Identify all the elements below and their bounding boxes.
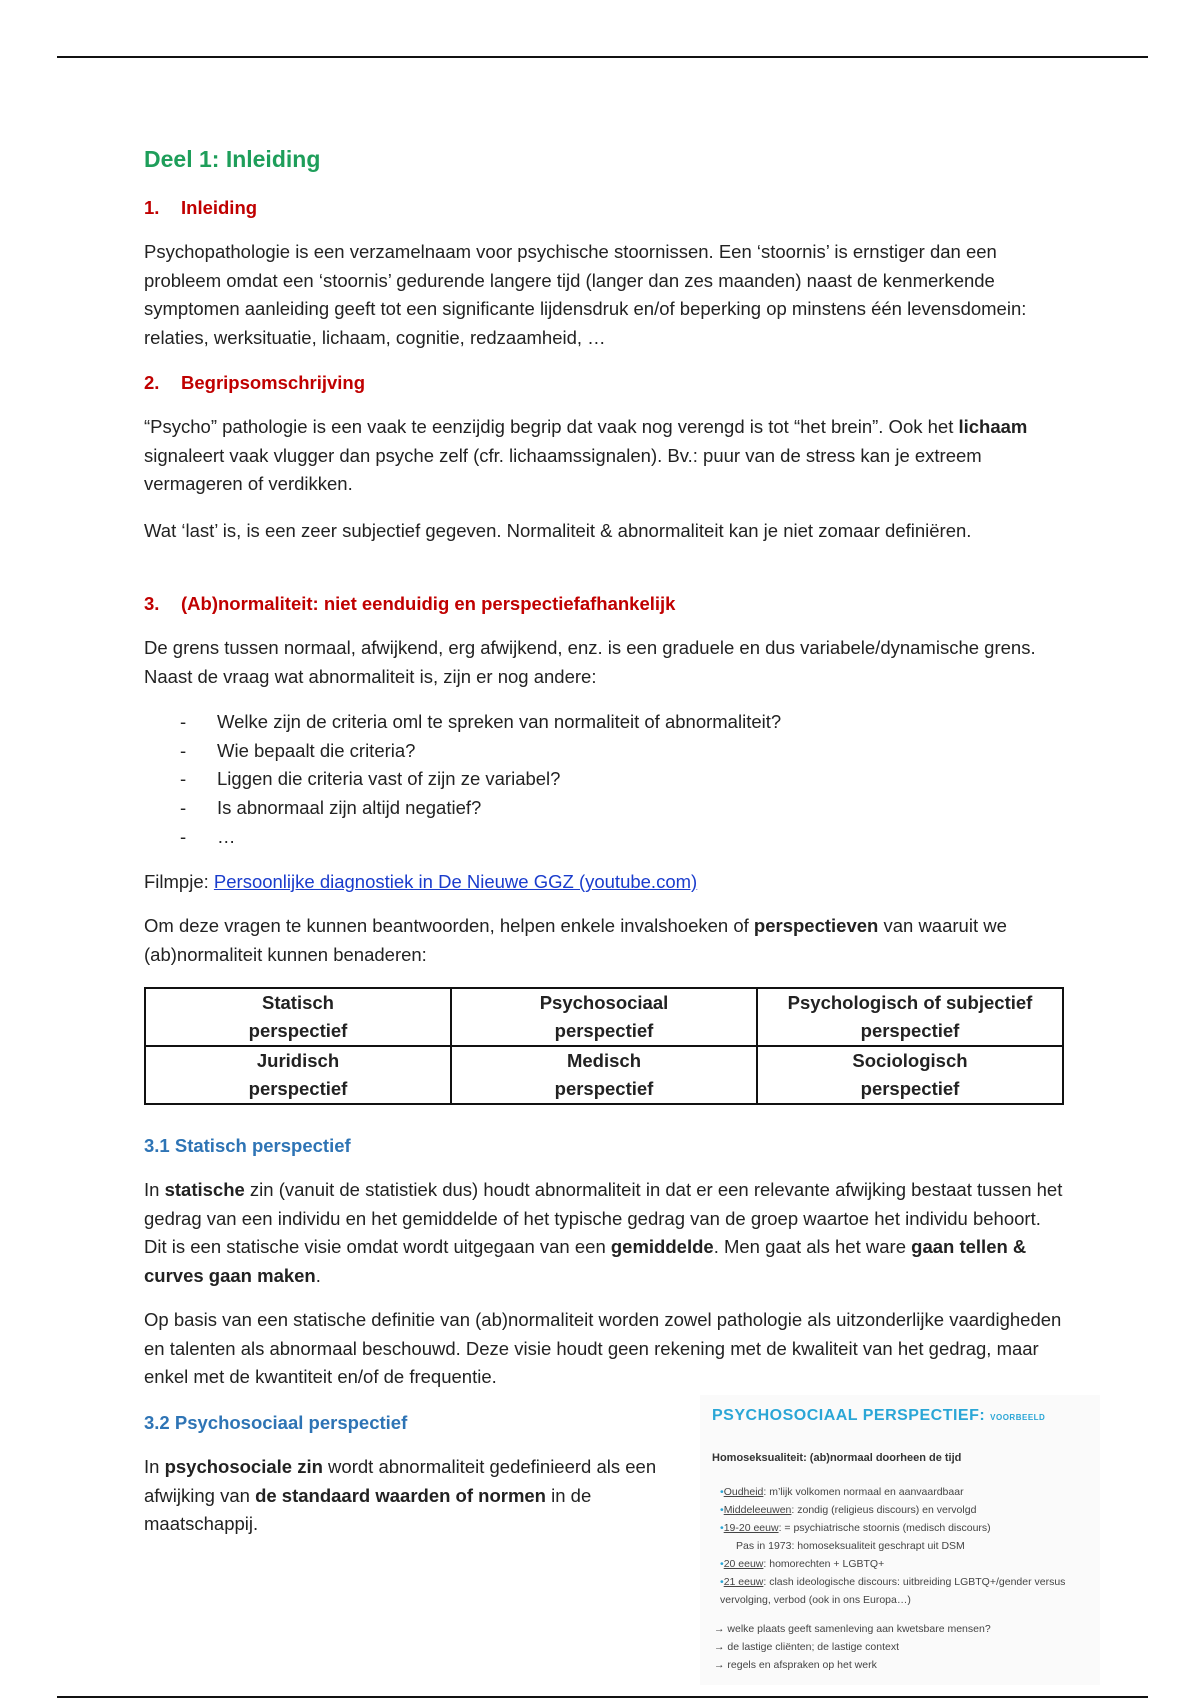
list-item: Pas in 1973: homoseksualiteit geschrapt uit DSM — [736, 1540, 965, 1552]
section-3-paragraph-1 — [144, 634, 1064, 691]
subsection-3-1-heading: 3.1 Statisch perspectief — [144, 1135, 351, 1156]
slide-conclusions — [714, 1620, 991, 1674]
section-2-paragraph-2 — [144, 517, 1064, 546]
section-3-paragraph-2: Om deze vragen te kunnen beantwoorden, helpen enkele invalshoeken of perspectieven van waaruit we (ab)normaliteit kunnen benaderen: — [144, 915, 1007, 965]
list-item: •20 eeuw: homorechten + LGBTQ+ — [720, 1558, 885, 1570]
slide-image — [700, 1395, 1100, 1685]
section-number: 1. — [144, 197, 160, 218]
perspectives-table — [144, 987, 1064, 1105]
list-item: •Oudheid: m’lijk volkomen normaal en aanvaardbaar — [720, 1486, 964, 1498]
footer-rule — [57, 1696, 1148, 1698]
section-2-heading — [144, 372, 365, 394]
subsection-3-1-paragraph-1: In statische zin (vanuit de statistiek dus) houdt abnormaliteit in dat er een relevante afwijking bestaat tussen het gedrag van een individu en het gemiddelde of het typische gedrag van de groep waartoe het individu behoort. Dit is een statische visie omdat wordt uitgegaan van een gemiddelde. Men gaat als het ware gaan tellen & curves gaan maken. — [144, 1179, 1063, 1287]
table-cell: Medisch perspectief — [451, 1046, 757, 1104]
slide-timeline — [720, 1483, 1080, 1609]
bold-text: perspectieven — [753, 915, 879, 936]
slide-subtitle: Homoseksualiteit: (ab)normaal doorheen de tijd — [712, 1452, 962, 1464]
slide-title: PSYCHOSOCIAAL PERSPECTIEF: VOORBEELD — [712, 1407, 1046, 1424]
section-title: Inleiding — [181, 197, 258, 218]
list-item: - Liggen die criteria vast of zijn ze variabel? — [180, 768, 561, 790]
paragraph: De grens tussen normaal, afwijkend, erg afwijkend, enz. is een graduele en dus variabele/dynamische grens. Naast de vraag wat abnormaliteit is, zijn er nog andere: — [144, 637, 1036, 687]
section-number: 2. — [144, 372, 160, 393]
list-item: - Is abnormaal zijn altijd negatief? — [180, 797, 482, 819]
table-cell: Psychologisch of subjectief perspectief — [757, 988, 1063, 1046]
section-1-heading — [144, 197, 257, 219]
section-2-paragraph-1 — [144, 413, 1064, 499]
list-item: •21 eeuw: clash ideologische discours: uitbreiding LGBTQ+/gender versus vervolging, verbod (ook in ons Europa…) — [720, 1576, 1066, 1606]
subsection-3-2-paragraph: In psychosociale zin wordt abnormaliteit gedefinieerd als een afwijking van de standaard waarden of normen in de maatschappij. — [144, 1456, 657, 1535]
text: signaleert vaak vlugger dan psyche zelf (cfr. lichaamssignalen). Bv.: puur van de stress kan je extreem vermageren of verdikken. — [144, 444, 982, 495]
list-item: → regels en afspraken op het werk — [714, 1659, 877, 1671]
paragraph: Psychopathologie is een verzamelnaam voor psychische stoornissen. Een ‘stoornis’ is ernstiger dan een probleem omdat een ‘stoornis’ gedurende langere tijd (langer dan zes maanden) naast de kenmerkende symptomen aanleiding geeft tot een significante lijdensdruk en/of beperking op minstens één levensdomein: relaties, werksituatie, lichaam, cognitie, redzaamheid, … — [144, 241, 1027, 349]
subsection-3-1-paragraph-2: Op basis van een statische definitie van (ab)normaliteit worden zowel pathologie als uitzonderlijke vaardigheden en talenten als abnormaal beschouwd. Deze visie houdt geen rekening met de kwaliteit van het gedrag, maar enkel met de kwantiteit en/of de frequentie. — [144, 1309, 1062, 1388]
table-cell: Statisch perspectief — [145, 988, 451, 1046]
video-link[interactable]: Persoonlijke diagnostiek in De Nieuwe GGZ (youtube.com) — [213, 871, 698, 892]
list-item: - … — [180, 825, 236, 847]
question-list — [144, 708, 1064, 852]
list-item: •19-20 eeuw: = psychiatrische stoornis (medisch discours) — [720, 1522, 991, 1534]
table-cell: Psychosociaal perspectief — [451, 988, 757, 1046]
header-rule — [57, 56, 1148, 58]
list-item: → welke plaats geeft samenleving aan kwetsbare mensen? — [714, 1623, 991, 1635]
table-cell: Juridisch perspectief — [145, 1046, 451, 1104]
section-number: 3. — [144, 593, 160, 614]
section-3-heading — [144, 593, 675, 615]
bold-text: lichaam — [958, 416, 1028, 437]
text: “Psycho” pathologie is een vaak te eenzijdig begrip dat vaak nog verengd is tot “het brein”. Ook het — [144, 416, 959, 437]
video-line — [144, 868, 1064, 897]
table-cell: Sociologisch perspectief — [757, 1046, 1063, 1104]
section-1-paragraph — [144, 238, 1064, 353]
section-title: (Ab)normaliteit: niet eenduidig en perspectiefafhankelijk — [181, 593, 676, 614]
list-item: •Middeleeuwen: zondig (religieus discours) en vervolgd — [720, 1504, 977, 1516]
paragraph: Wat ‘last’ is, is een zeer subjectief gegeven. Normaliteit & abnormaliteit kan je niet zomaar definiëren. — [144, 520, 972, 541]
table-row — [145, 988, 1063, 1046]
page-title: Deel 1: Inleiding — [144, 146, 321, 172]
table-row — [145, 1046, 1063, 1104]
subsection-3-2-heading: 3.2 Psychosociaal perspectief — [144, 1412, 408, 1433]
section-title: Begripsomschrijving — [181, 372, 366, 393]
list-item: - Wie bepaalt die criteria? — [180, 739, 416, 761]
list-item: → de lastige cliënten; de lastige context — [714, 1641, 900, 1653]
list-item: - Welke zijn de criteria oml te spreken van normaliteit of abnormaliteit? — [180, 711, 782, 732]
video-label: Filmpje: — [144, 871, 214, 892]
